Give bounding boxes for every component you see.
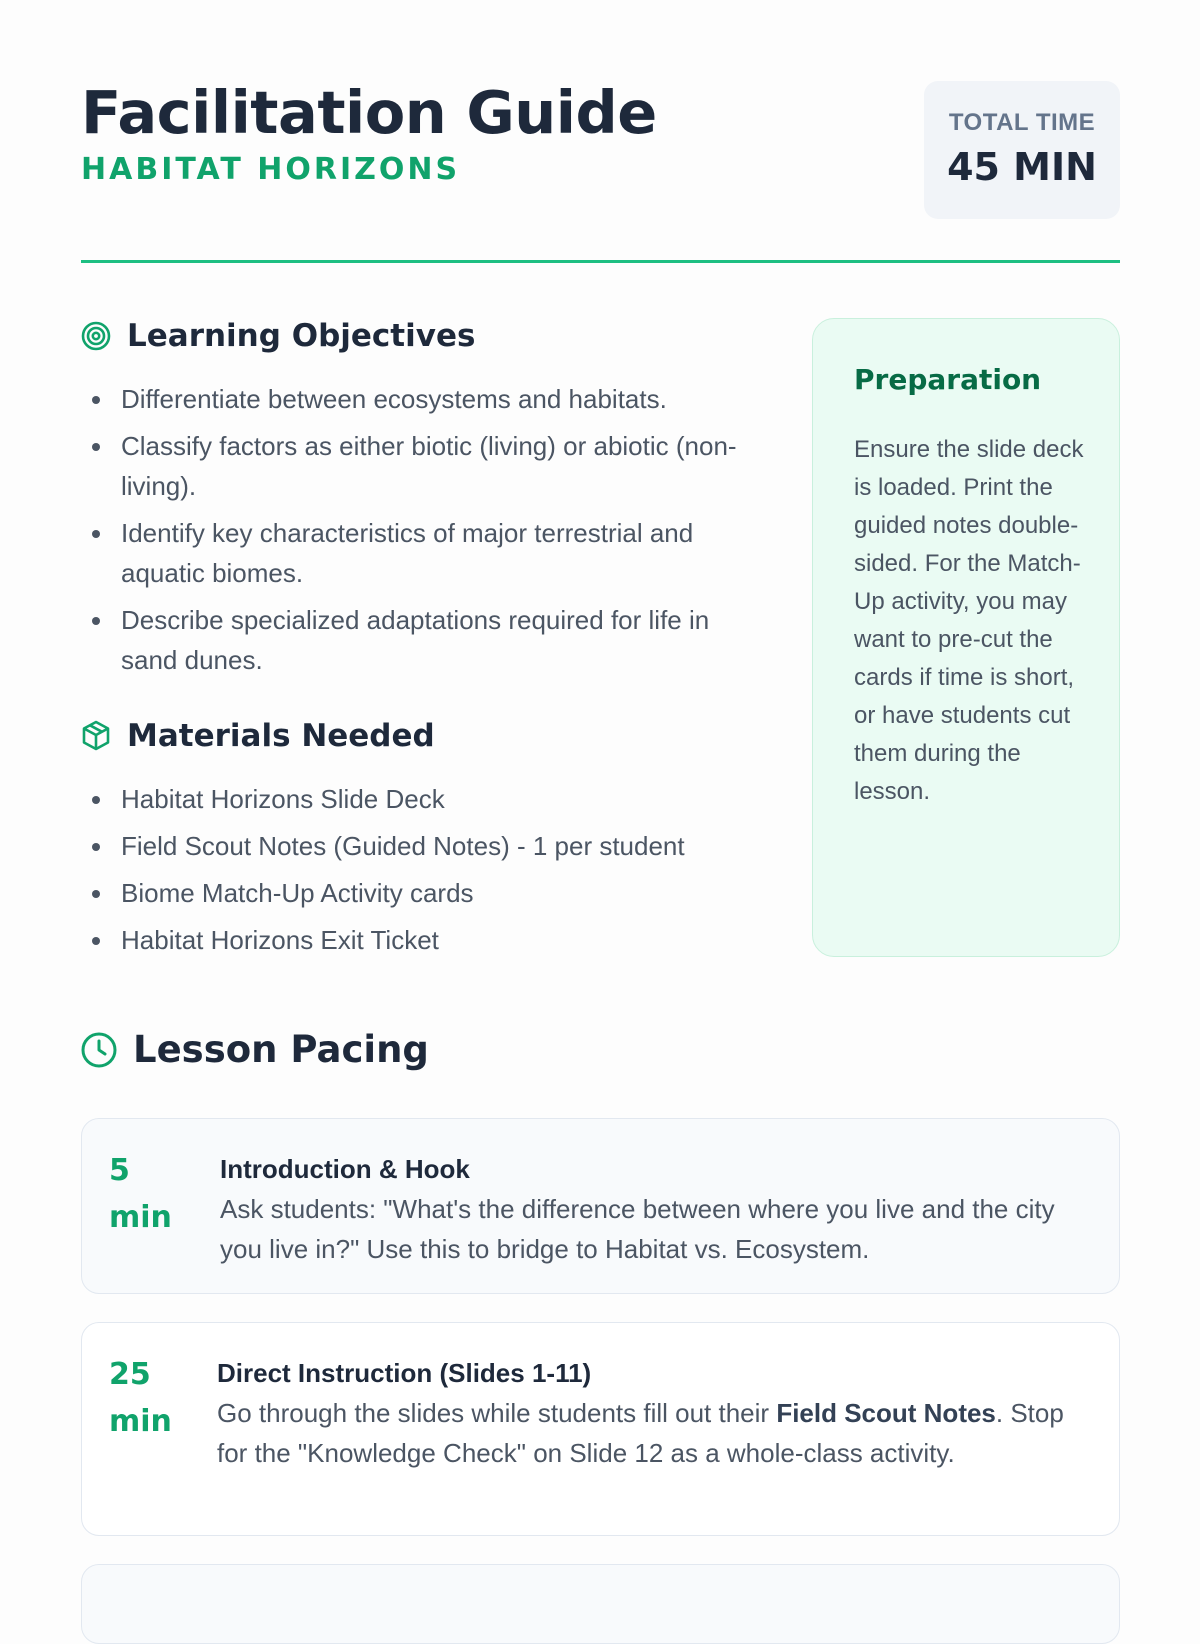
preparation-title: Preparation <box>854 363 1042 396</box>
step-description-part: . Stop for the "Knowledge Check" on Slide 12 as a whole-class activity. <box>217 1398 1064 1468</box>
page-title: Facilitation Guide <box>81 78 657 147</box>
step-unit: min <box>109 1200 172 1235</box>
step-description-emphasis: Field Scout Notes <box>776 1398 996 1428</box>
step-title: Direct Instruction (Slides 1-11) <box>217 1358 592 1388</box>
total-time-badge <box>924 81 1120 219</box>
list-item: Classify factors as either biotic (living) or abiotic (non-living). <box>81 426 761 506</box>
preparation-text: Ensure the slide deck is loaded. Print the guided notes double-sided. For the Match-Up activity, you may want to pre-cut the cards if time is short, or have students cut them during the lesson. <box>854 436 1084 805</box>
list-item: Field Scout Notes (Guided Notes) - 1 per student <box>81 826 761 866</box>
header-divider <box>81 260 1120 263</box>
header <box>81 0 1120 263</box>
pacing-heading-row <box>81 1028 429 1071</box>
step-minutes: 5 <box>109 1153 130 1188</box>
objectives-heading-row <box>81 318 475 354</box>
total-time-label: TOTAL TIME <box>948 109 1096 136</box>
step-body <box>220 1149 1091 1269</box>
materials-heading: Materials Needed <box>127 718 435 754</box>
page-subtitle: HABITAT HORIZONS <box>81 152 461 187</box>
list-item: Identify key characteristics of major terrestrial and aquatic biomes. <box>81 513 761 593</box>
list-item: Biome Match-Up Activity cards <box>81 873 761 913</box>
total-time-value: 45 MIN <box>947 145 1097 189</box>
step-minutes: 25 <box>109 1357 151 1392</box>
step-duration <box>109 1351 189 1445</box>
clock-icon <box>81 1031 119 1069</box>
list-item: Describe specialized adaptations required for life in sand dunes. <box>81 600 761 680</box>
step-description <box>217 1393 1091 1473</box>
preparation-card <box>812 318 1120 957</box>
pacing-step-card <box>81 1118 1120 1294</box>
pacing-step-card <box>81 1564 1120 1644</box>
step-description-part: Go through the slides while students fill out their <box>217 1398 777 1428</box>
step-unit: min <box>109 1404 172 1439</box>
step-description: Ask students: "What's the difference between where you live and the city you live in?" Use this to bridge to Habitat vs. Ecosystem. <box>220 1194 1055 1264</box>
box-icon <box>81 719 115 753</box>
step-title: Introduction & Hook <box>220 1154 470 1184</box>
list-item: Differentiate between ecosystems and habitats. <box>81 379 761 419</box>
target-icon <box>81 319 115 353</box>
materials-heading-row <box>81 718 435 754</box>
step-body <box>217 1353 1091 1473</box>
objectives-list <box>81 379 761 687</box>
list-item: Habitat Horizons Exit Ticket <box>81 920 761 960</box>
list-item: Habitat Horizons Slide Deck <box>81 779 761 819</box>
pacing-heading: Lesson Pacing <box>133 1028 429 1071</box>
step-duration <box>109 1147 189 1241</box>
objectives-heading: Learning Objectives <box>127 318 476 354</box>
facilitation-guide-page <box>81 0 1120 1468</box>
materials-list <box>81 779 761 967</box>
pacing-step-card <box>81 1322 1120 1536</box>
